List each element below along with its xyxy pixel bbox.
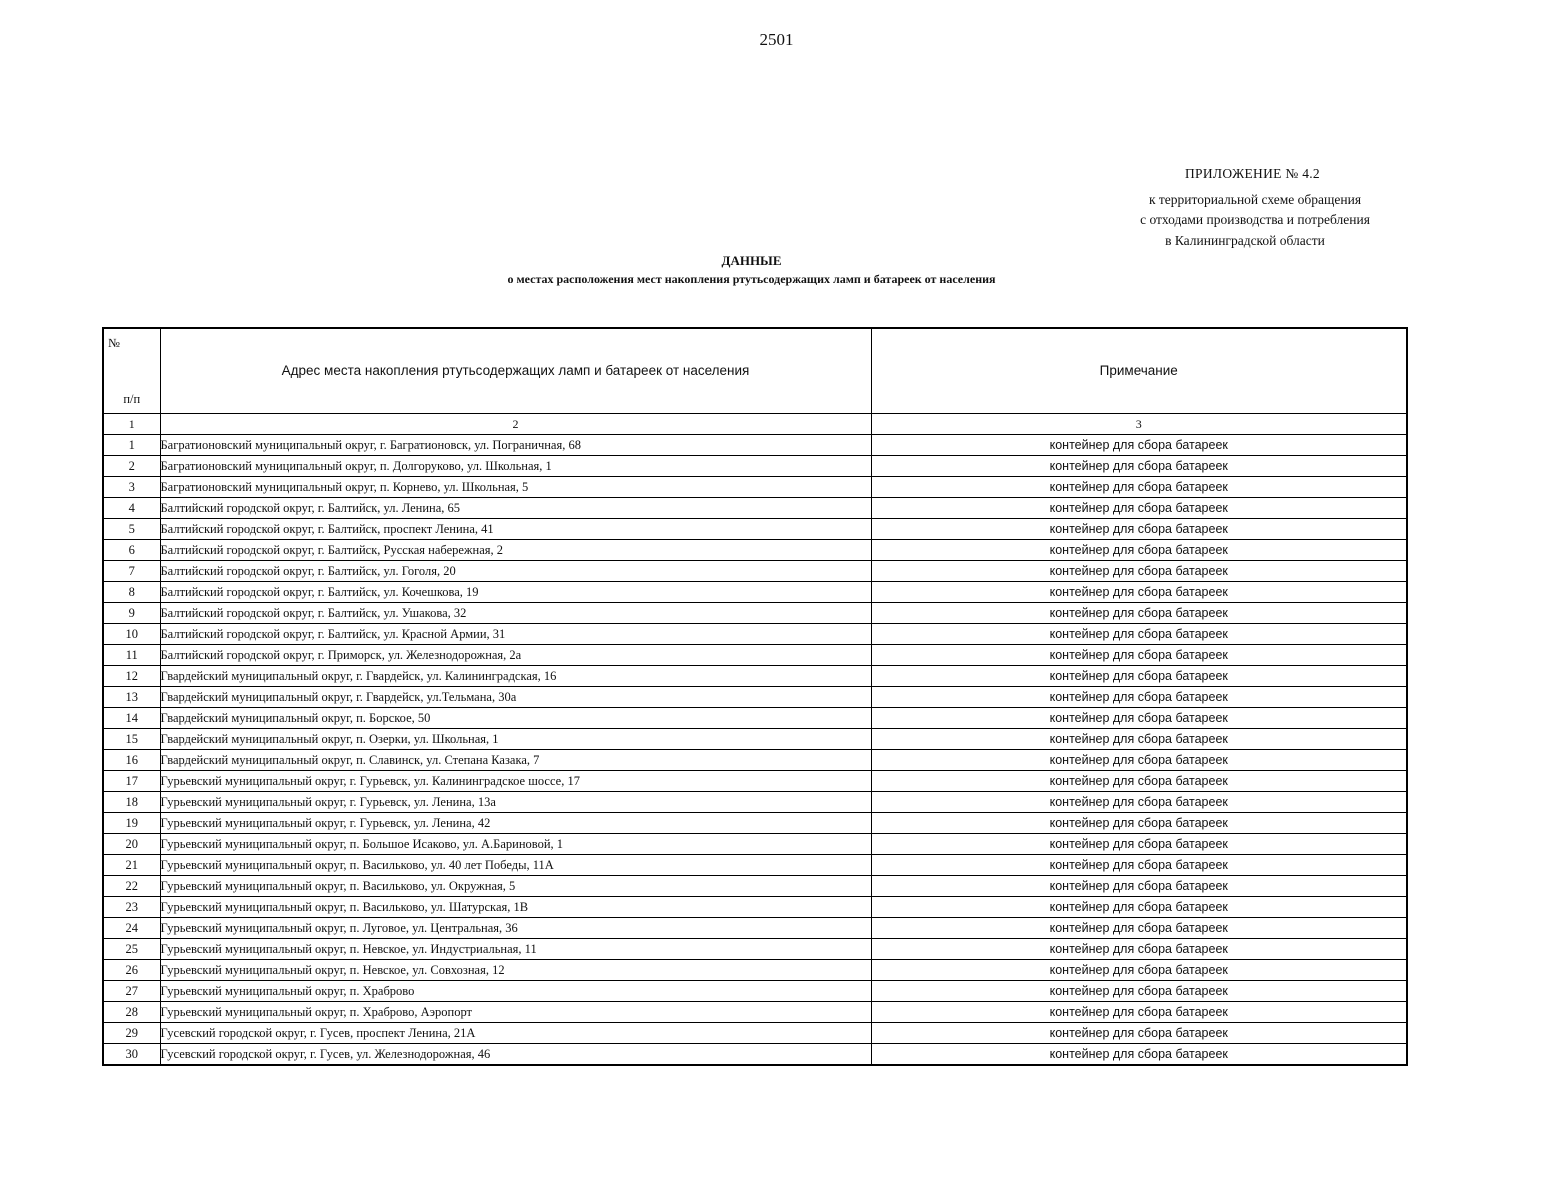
row-number: 21 [103,855,160,876]
row-address: Гурьевский муниципальный округ, п. Большое Исаково, ул. А.Бариновой, 1 [160,834,871,855]
row-note: контейнер для сбора батареек [871,750,1407,771]
row-address: Багратионовский муниципальный округ, п. Корнево, ул. Школьная, 5 [160,477,871,498]
table-row [103,498,1407,519]
table-row [103,771,1407,792]
row-note: контейнер для сбора батареек [871,435,1407,456]
row-note: контейнер для сбора батареек [871,498,1407,519]
table-row [103,834,1407,855]
row-note: контейнер для сбора батареек [871,603,1407,624]
row-address: Гурьевский муниципальный округ, п. Храброво, Аэропорт [160,1002,871,1023]
row-address: Гвардейский муниципальный округ, г. Гвардейск, ул. Калининградская, 16 [160,666,871,687]
row-address: Балтийский городской округ, г. Балтийск, ул. Красной Армии, 31 [160,624,871,645]
row-note: контейнер для сбора батареек [871,918,1407,939]
appendix-line-2: с отходами производства и потребления [1140,212,1370,227]
row-number: 16 [103,750,160,771]
appendix-title: ПРИЛОЖЕНИЕ № 4.2 [1185,166,1320,181]
row-address: Балтийский городской округ, г. Балтийск, Русская набережная, 2 [160,540,871,561]
row-number: 3 [103,477,160,498]
table-row [103,918,1407,939]
row-address: Балтийский городской округ, г. Балтийск, ул. Ленина, 65 [160,498,871,519]
table-row [103,1044,1407,1066]
table-row [103,939,1407,960]
row-number: 18 [103,792,160,813]
row-number: 19 [103,813,160,834]
appendix-line-3: в Калининградской области [1165,233,1325,248]
appendix-line-1: к территориальной схеме обращения [1148,192,1362,207]
table-row [103,456,1407,477]
row-note: контейнер для сбора батареек [871,960,1407,981]
row-address: Гурьевский муниципальный округ, п. Невское, ул. Индустриальная, 11 [160,939,871,960]
row-address: Гурьевский муниципальный округ, п. Васильково, ул. 40 лет Победы, 11А [160,855,871,876]
row-note: контейнер для сбора батареек [871,645,1407,666]
row-note: контейнер для сбора батареек [871,708,1407,729]
row-note: контейнер для сбора батареек [871,771,1407,792]
table-header-row [103,328,1407,414]
row-number: 26 [103,960,160,981]
row-address: Гурьевский муниципальный округ, п. Васильково, ул. Окружная, 5 [160,876,871,897]
table-row [103,1023,1407,1044]
row-address: Багратионовский муниципальный округ, п. Долгоруково, ул. Школьная, 1 [160,456,871,477]
table-row [103,624,1407,645]
row-address: Гурьевский муниципальный округ, г. Гурьевск, ул. Ленина, 13а [160,792,871,813]
table-row [103,582,1407,603]
table-row [103,855,1407,876]
row-note: контейнер для сбора батареек [871,813,1407,834]
row-number: 7 [103,561,160,582]
table-row [103,561,1407,582]
header-number-cell [103,328,160,414]
row-note: контейнер для сбора батареек [871,876,1407,897]
row-address: Гурьевский муниципальный округ, п. Невское, ул. Совхозная, 12 [160,960,871,981]
page-number: 2501 [759,30,794,49]
row-number: 4 [103,498,160,519]
table-row [103,813,1407,834]
header-address: Адрес места накопления ртутьсодержащих ламп и батареек от населения [160,328,871,414]
column-number-3: 3 [871,414,1407,435]
row-number: 13 [103,687,160,708]
table-row [103,666,1407,687]
row-number: 10 [103,624,160,645]
row-address: Гвардейский муниципальный округ, п. Озерки, ул. Школьная, 1 [160,729,871,750]
row-address: Гурьевский муниципальный округ, г. Гурьевск, ул. Ленина, 42 [160,813,871,834]
table-row [103,729,1407,750]
header-pp: п/п [123,392,141,406]
row-note: контейнер для сбора батареек [871,897,1407,918]
row-address: Гурьевский муниципальный округ, п. Васильково, ул. Шатурская, 1В [160,897,871,918]
row-note: контейнер для сбора батареек [871,1044,1407,1066]
row-note: контейнер для сбора батареек [871,582,1407,603]
header-number-sign: № [108,336,120,350]
row-number: 15 [103,729,160,750]
row-note: контейнер для сбора батареек [871,792,1407,813]
row-note: контейнер для сбора батареек [871,561,1407,582]
table-row [103,792,1407,813]
row-number: 9 [103,603,160,624]
document-title: ДАННЫЕ [721,253,782,268]
table-row [103,708,1407,729]
data-table [102,327,1408,1066]
table-row [103,687,1407,708]
row-address: Балтийский городской округ, г. Балтийск, ул. Ушакова, 32 [160,603,871,624]
row-note: контейнер для сбора батареек [871,1002,1407,1023]
table-row [103,477,1407,498]
row-note: контейнер для сбора батареек [871,729,1407,750]
row-note: контейнер для сбора батареек [871,456,1407,477]
row-address: Гурьевский муниципальный округ, п. Луговое, ул. Центральная, 36 [160,918,871,939]
row-number: 12 [103,666,160,687]
column-number-2: 2 [160,414,871,435]
table-row [103,876,1407,897]
row-number: 29 [103,1023,160,1044]
row-note: контейнер для сбора батареек [871,939,1407,960]
row-address: Гвардейский муниципальный округ, п. Славинск, ул. Степана Казака, 7 [160,750,871,771]
row-note: контейнер для сбора батареек [871,834,1407,855]
column-numbers-row [103,414,1407,435]
table-row [103,897,1407,918]
row-address: Балтийский городской округ, г. Приморск, ул. Железнодорожная, 2а [160,645,871,666]
table-row [103,750,1407,771]
row-number: 2 [103,456,160,477]
table-row [103,519,1407,540]
row-number: 14 [103,708,160,729]
row-address: Балтийский городской округ, г. Балтийск, проспект Ленина, 41 [160,519,871,540]
row-number: 28 [103,1002,160,1023]
row-note: контейнер для сбора батареек [871,624,1407,645]
table-row [103,540,1407,561]
row-address: Балтийский городской округ, г. Балтийск, ул. Гоголя, 20 [160,561,871,582]
row-address: Гвардейский муниципальный округ, г. Гвардейск, ул.Тельмана, 30а [160,687,871,708]
table-row [103,603,1407,624]
column-number-1: 1 [103,414,160,435]
table-row [103,1002,1407,1023]
row-address: Гусевский городской округ, г. Гусев, ул. Железнодорожная, 46 [160,1044,871,1066]
row-address: Балтийский городской округ, г. Балтийск, ул. Кочешкова, 19 [160,582,871,603]
document-subtitle: о местах расположения мест накопления ртутьсодержащих ламп и батареек от населения [507,272,996,286]
row-note: контейнер для сбора батареек [871,981,1407,1002]
row-note: контейнер для сбора батареек [871,477,1407,498]
row-number: 25 [103,939,160,960]
row-number: 20 [103,834,160,855]
row-number: 17 [103,771,160,792]
row-address: Гурьевский муниципальный округ, г. Гурьевск, ул. Калининградское шоссе, 17 [160,771,871,792]
row-address: Гурьевский муниципальный округ, п. Храброво [160,981,871,1002]
header-note: Примечание [871,328,1407,414]
row-note: контейнер для сбора батареек [871,855,1407,876]
row-number: 27 [103,981,160,1002]
row-address: Багратионовский муниципальный округ, г. Багратионовск, ул. Пограничная, 68 [160,435,871,456]
row-number: 22 [103,876,160,897]
row-number: 23 [103,897,160,918]
row-number: 30 [103,1044,160,1066]
row-address: Гвардейский муниципальный округ, п. Борское, 50 [160,708,871,729]
table-row [103,960,1407,981]
row-note: контейнер для сбора батареек [871,666,1407,687]
row-number: 5 [103,519,160,540]
row-number: 6 [103,540,160,561]
table-row [103,645,1407,666]
row-address: Гусевский городской округ, г. Гусев, проспект Ленина, 21А [160,1023,871,1044]
row-number: 8 [103,582,160,603]
row-note: контейнер для сбора батареек [871,1023,1407,1044]
row-note: контейнер для сбора батареек [871,687,1407,708]
row-number: 24 [103,918,160,939]
table-row [103,435,1407,456]
row-number: 1 [103,435,160,456]
table-row [103,981,1407,1002]
row-note: контейнер для сбора батареек [871,519,1407,540]
row-number: 11 [103,645,160,666]
row-note: контейнер для сбора батареек [871,540,1407,561]
